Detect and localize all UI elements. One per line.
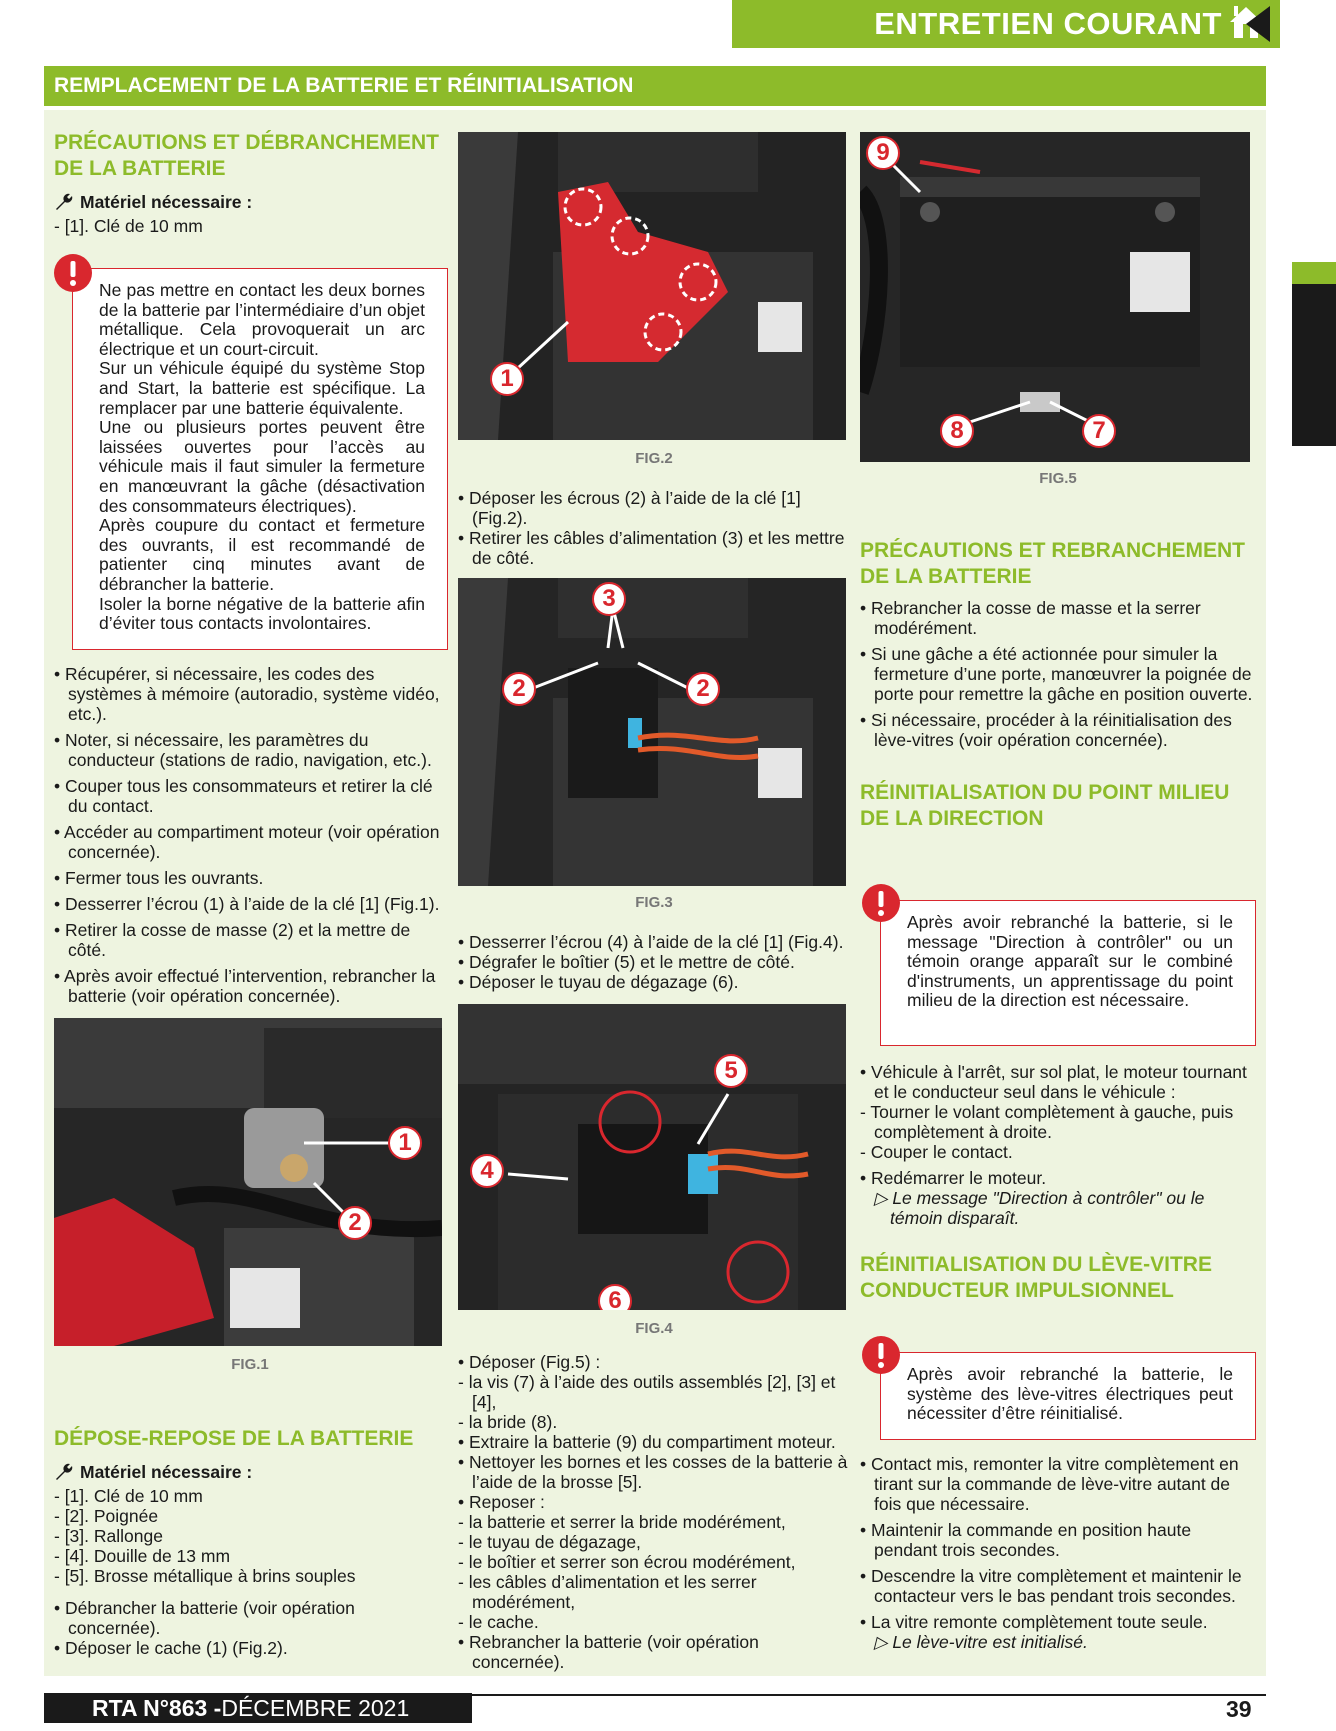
exclamation-icon [860, 882, 902, 924]
precautions-title: PRÉCAUTIONS ET DÉBRANCHEMENT DE LA BATTERIE [54, 131, 440, 180]
col1-steps [54, 664, 448, 1006]
step-sub-item: - la batterie et serrer la bride modérément, [458, 1512, 786, 1532]
step-item: • Noter, si nécessaire, les paramètres du conducteur (stations de radio, navigation, etc.). [54, 730, 448, 770]
materiel2-item: - [1]. Clé de 10 mm [54, 1486, 203, 1506]
warning-line: Ne pas mettre en contact les deux bornes de la batterie par l’intermédiaire d’un objet métallique. Cela provoquerait un arc électrique et un court-circuit. [99, 280, 425, 359]
callout-number: 1 [388, 1126, 422, 1160]
footer-magazine [44, 1693, 472, 1723]
callout-number: 2 [338, 1206, 372, 1240]
step-item: • Couper tous les consommateurs et retirer la clé du contact. [54, 776, 448, 816]
page-number: 39 [1226, 1696, 1252, 1722]
header-arrow [1246, 6, 1270, 42]
step-item: • La vitre remonte complètement toute seule. [860, 1612, 1256, 1632]
header-tab-title: ENTRETIEN COURANT [874, 6, 1222, 41]
callout-number: 5 [714, 1054, 748, 1088]
col2-steps-b [458, 932, 854, 992]
fig1-caption: FIG.1 [231, 1356, 269, 1373]
levevitre-title: RÉINITIALISATION DU LÈVE-VITRE CONDUCTEUR IMPULSIONNEL [860, 1253, 1212, 1302]
step-item: • Reposer : [458, 1492, 854, 1512]
wrench-icon [54, 192, 74, 212]
step-item: • Maintenir la commande en position haute pendant trois secondes. [860, 1520, 1256, 1560]
step-item: • Accéder au compartiment moteur (voir opération concernée). [54, 822, 448, 862]
footer-magazine-name: RTA N°863 - [92, 1694, 222, 1721]
fig5-photo [860, 132, 1250, 462]
rebranch-title: PRÉCAUTIONS ET REBRANCHEMENT DE LA BATTERIE [860, 539, 1246, 588]
step-item: • Extraire la batterie (9) du compartiment moteur. [458, 1432, 854, 1452]
fig3-caption: FIG.3 [635, 894, 673, 911]
step-sub-item: - Couper le contact. [860, 1142, 1013, 1162]
step-item: • Si nécessaire, procéder à la réinitialisation des lève-vitres (voir opération concernée). [860, 710, 1256, 750]
materiel2-item: - [3]. Rallonge [54, 1526, 163, 1546]
step-item: • Déposer le tuyau de dégazage (6). [458, 972, 854, 992]
step-item: • Retirer la cosse de masse (2) et la mettre de côté. [54, 920, 448, 960]
step-item: • Fermer tous les ouvrants. [54, 868, 448, 888]
step-item: • Après avoir effectué l’intervention, rebrancher la batterie (voir opération concernée). [54, 966, 448, 1006]
step-item: • Retirer les câbles d’alimentation (3) et les mettre de côté. [458, 528, 854, 568]
step-sub-item: - la bride (8). [458, 1412, 558, 1432]
materiel2-label-row [54, 1462, 448, 1482]
step-sub-item: - le boîtier et serrer son écrou modérément, [458, 1552, 796, 1572]
step-item: • Nettoyer les bornes et les cosses de la batterie à l’aide de la brosse [5]. [458, 1452, 854, 1492]
footer-rule [472, 1694, 1266, 1696]
step-result: ▷ Le message "Direction à contrôler" ou le témoin disparaît. [874, 1188, 1205, 1228]
exclamation-icon [52, 252, 94, 294]
step-item: • Dégrafer le boîtier (5) et le mettre de côté. [458, 952, 854, 972]
col3-direction-steps [860, 1062, 1256, 1304]
direction-title: RÉINITIALISATION DU POINT MILIEU DE LA DIRECTION [860, 781, 1230, 830]
fig4-photo [458, 1004, 846, 1310]
direction-warning-text: Après avoir rebranché la batterie, si le message "Direction à contrôler" ou un témoin orange apparaît sur le combiné d'instruments, un apprentissage du point milieu de la direction est nécessaire. [907, 912, 1233, 1011]
fig2-caption: FIG.2 [635, 450, 673, 467]
step-item: • Débrancher la batterie (voir opération concernée). [54, 1598, 448, 1638]
step-item: • Véhicule à l'arrêt, sur sol plat, le moteur tournant et le conducteur seul dans le véhicule : [860, 1062, 1256, 1102]
callout-number: 8 [940, 414, 974, 448]
fig1-photo [54, 1018, 442, 1346]
warning-line: Isoler la borne négative de la batterie afin d’éviter tous contacts involontaires. [99, 593, 425, 634]
materiel2-item: - [5]. Brosse métallique à brins souples [54, 1566, 356, 1586]
warning-box-direction [880, 900, 1256, 1046]
callout-number: 9 [866, 136, 900, 170]
step-item: • Contact mis, remonter la vitre complètement en tirant sur la commande de lève-vitre autant de fois que nécessaire. [860, 1454, 1256, 1514]
step-sub-item: - le tuyau de dégazage, [458, 1532, 641, 1552]
materiel2-item: - [4]. Douille de 13 mm [54, 1546, 231, 1566]
step-result: ▷ Le lève-vitre est initialisé. [874, 1632, 1088, 1652]
step-item: • Si une gâche a été actionnée pour simuler la fermeture d’une porte, manœuvrer la poignée de porte pour remettre la gâche en position ouverte. [860, 644, 1256, 704]
step-sub-item: - les câbles d’alimentation et les serrer modérément, [458, 1572, 757, 1612]
callout-number: 2 [502, 672, 536, 706]
callout-number: 3 [592, 582, 626, 616]
step-item: • Déposer le cache (1) (Fig.2). [54, 1638, 448, 1658]
wrench-icon [54, 1462, 74, 1482]
side-tab [1292, 284, 1336, 446]
step-sub-item: - Tourner le volant complètement à gauche, puis complètement à droite. [860, 1102, 1234, 1142]
step-sub-item: - la vis (7) à l’aide des outils assemblés [2], [3] et [4], [458, 1372, 836, 1412]
col1-depose [54, 1426, 448, 1658]
step-item: • Récupérer, si nécessaire, les codes des systèmes à mémoire (autoradio, système vidéo, etc.). [54, 664, 448, 724]
col2-steps-c [458, 1352, 854, 1672]
warning-line: Sur un véhicule équipé du système Stop and Start, la batterie est spécifique. La remplacer par une batterie équivalente. [99, 358, 425, 418]
materiel2-label: Matériel nécessaire : [80, 1462, 253, 1482]
callout-number: 1 [490, 362, 524, 396]
fig4-caption: FIG.4 [635, 1320, 673, 1337]
materiel-label: Matériel nécessaire : [80, 192, 253, 212]
step-item: • Rebrancher la batterie (voir opération concernée). [458, 1632, 854, 1672]
footer-date: DÉCEMBRE 2021 [221, 1694, 410, 1721]
step-item: • Descendre la vitre complètement et maintenir le contacteur vers le bas pendant trois secondes. [860, 1566, 1256, 1606]
fig3-photo [458, 578, 846, 886]
materiel2-item: - [2]. Poignée [54, 1506, 159, 1526]
side-tab-accent [1292, 262, 1336, 284]
col1-precautions [54, 130, 448, 236]
fig5-caption: FIG.5 [1039, 470, 1077, 487]
depose-title: DÉPOSE-REPOSE DE LA BATTERIE [54, 1427, 414, 1450]
col2-steps-a [458, 488, 854, 568]
step-item: • Rebrancher la cosse de masse et la serrer modérément. [860, 598, 1256, 638]
callout-number: 4 [470, 1154, 504, 1188]
exclamation-icon [860, 1334, 902, 1376]
col3-levevitre-steps [860, 1454, 1256, 1652]
materiel-label-row [54, 192, 448, 212]
callout-number: 2 [686, 672, 720, 706]
materiel-item: - [1]. Clé de 10 mm [54, 216, 203, 236]
step-sub-item: - le cache. [458, 1612, 539, 1632]
step-item: • Déposer les écrous (2) à l’aide de la clé [1] (Fig.2). [458, 488, 854, 528]
step-item: • Déposer (Fig.5) : [458, 1352, 854, 1372]
callout-number: 6 [598, 1284, 632, 1310]
fig2-photo [458, 132, 846, 440]
header-tab [732, 0, 1280, 48]
callout-number: 7 [1082, 414, 1116, 448]
col3-rebranchement [860, 538, 1256, 832]
fig1-illustration [54, 1018, 442, 1346]
section-title: REMPLACEMENT DE LA BATTERIE ET RÉINITIALISATION [44, 66, 1266, 106]
step-item: • Desserrer l’écrou (1) à l’aide de la clé [1] (Fig.1). [54, 894, 448, 914]
warning-line: Après coupure du contact et fermeture des ouvrants, il est recommandé de patienter cinq minutes avant de débrancher la batterie. [99, 515, 425, 594]
step-item: • Redémarrer le moteur. [860, 1168, 1256, 1188]
warning-box-batterie [72, 268, 448, 650]
warning-box-levevitre [880, 1352, 1256, 1440]
warning-line: Une ou plusieurs portes peuvent être laissées ouvertes pour l’accès au véhicule mais il faut simuler la fermeture en manœuvrant la gâche (désactivation des consommateurs électriques). [99, 417, 425, 516]
levevitre-warning-text: Après avoir rebranché la batterie, le système des lève-vitres électriques peut nécessiter d’être réinitialisé. [907, 1364, 1233, 1424]
step-item: • Desserrer l’écrou (4) à l’aide de la clé [1] (Fig.4). [458, 932, 854, 952]
